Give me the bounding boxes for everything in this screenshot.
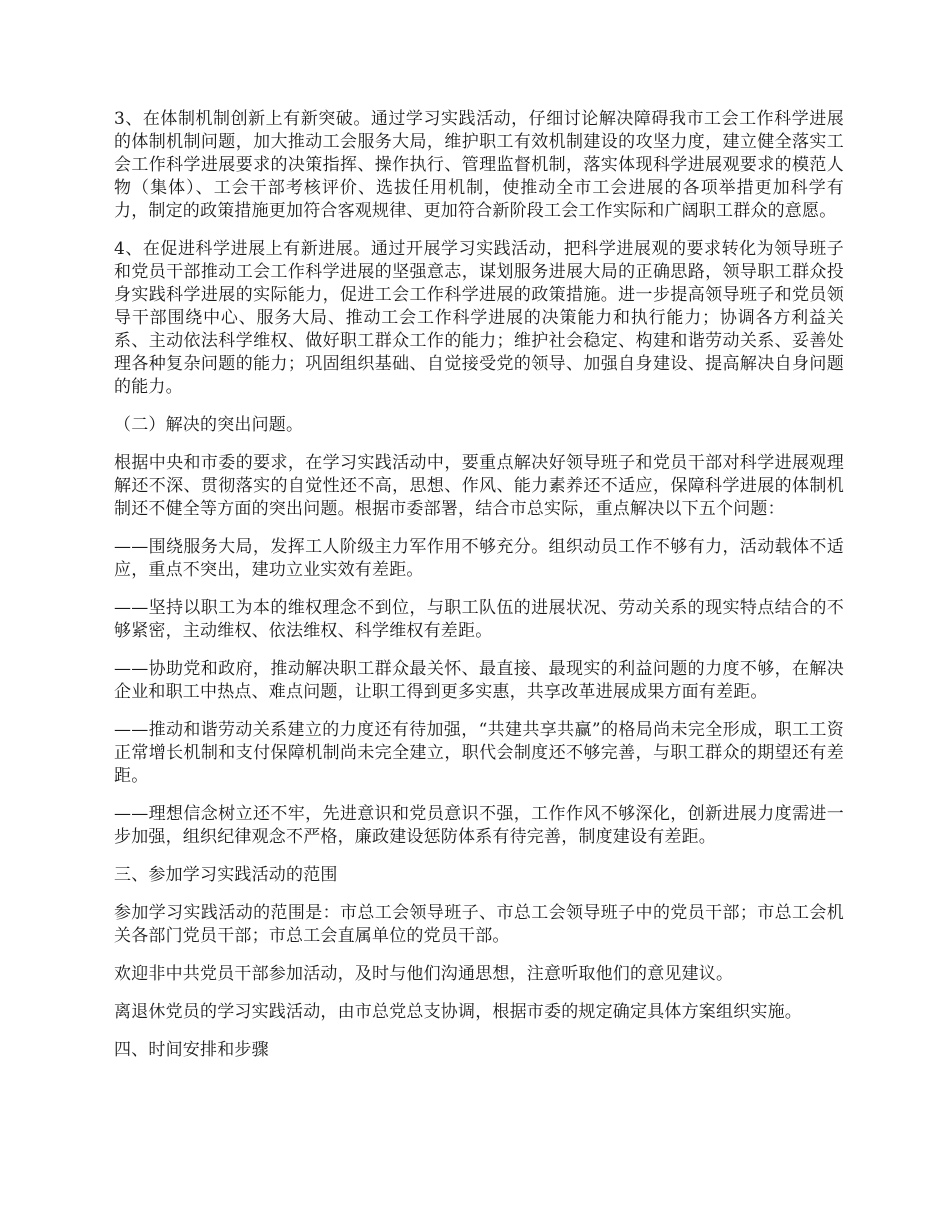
- problem-item-3: ——协助党和政府，推动解决职工群众最关怀、最直接、最现实的利益问题的力度不够，在解决企业和职工中热点、难点问题，让职工得到更多实惠，共享改革进展成果方面有差距。: [114, 659, 844, 702]
- document-page: [114, 108, 844, 1077]
- paragraph-scope: 参加学习实践活动的范围是：市总工会领导班子、市总工会领导班子中的党员干部；市总工会机关各部门党员干部；市总工会直属单位的党员干部。: [114, 903, 844, 946]
- paragraph-non-party-cadres: 欢迎非中共党员干部参加活动，及时与他们沟通思想，注意听取他们的意见建议。: [114, 964, 734, 984]
- section-heading-problems: （二）解决的突出问题。: [114, 415, 304, 435]
- paragraph-item-3-system-innovation: 3、在体制机制创新上有新突破。通过学习实践活动，仔细讨论解决障碍我市工会工作科学进展的体制机制问题，加大推动工会服务大局，维护职工有效机制建设的攻坚力度，建立健全落实工会工作科学进展要求的决策指挥、操作执行、管理监督机制，落实体现科学进展观要求的模范人物（集体）、工会干部考核评价、选拔任用机制，使推动全市工会进展的各项举措更加科学有力，制定的政策措施更加符合客观规律、更加符合新阶段工会工作实际和广阔职工群众的意愿。: [114, 109, 844, 221]
- section-heading-scope: 三、参加学习实践活动的范围: [114, 865, 338, 885]
- paragraph-problems-intro: 根据中央和市委的要求，在学习实践活动中，要重点解决好领导班子和党员干部对科学进展观理解还不深、贯彻落实的自觉性还不高，思想、作风、能力素养还不适应，保障科学进展的体制机制还不健全等方面的突出问题。根据市委部署，结合市总实际，重点解决以下五个问题：: [114, 453, 844, 519]
- problem-item-2: ——坚持以职工为本的维权理念不到位，与职工队伍的进展状况、劳动关系的现实特点结合的不够紧密，主动维权、依法维权、科学维权有差距。: [114, 598, 844, 641]
- paragraph-retired-members: 离退休党员的学习实践活动，由市总党总支协调，根据市委的规定确定具体方案组织实施。: [114, 1002, 802, 1022]
- problem-item-5: ——理想信念树立还不牢，先进意识和党员意识不强，工作作风不够深化，创新进展力度需进一步加强，组织纪律观念不严格，廉政建设惩防体系有待完善，制度建设有差距。: [114, 804, 844, 847]
- problem-item-1: ——围绕服务大局，发挥工人阶级主力军作用不够充分。组织动员工作不够有力，活动载体不适应，重点不突出，建功立业实效有差距。: [114, 537, 844, 580]
- section-heading-schedule: 四、时间安排和步骤: [114, 1040, 269, 1060]
- problem-item-4: ——推动和谐劳动关系建立的力度还有待加强，“共建共享共赢”的格局尚未完全形成，职工工资正常增长机制和支付保障机制尚未完全建立，职代会制度还不够完善，与职工群众的期望还有差距。: [114, 720, 844, 786]
- paragraph-item-4-scientific-progress: 4、在促进科学进展上有新进展。通过开展学习实践活动，把科学进展观的要求转化为领导班子和党员干部推动工会工作科学进展的坚强意志，谋划服务进展大局的正确思路，领导职工群众投身实践科学进展的实际能力，促进工会工作科学进展的政策措施。进一步提高领导班子和党员领导干部围绕中心、服务大局、推动工会工作科学进展的决策能力和执行能力；协调各方利益关系、主动依法科学维权、做好职工群众工作的能力；维护社会稳定、构建和谐劳动关系、妥善处理各种复杂问题的能力；巩固组织基础、自觉接受党的领导、加强自身建设、提高解决自身问题的能力。: [114, 239, 844, 397]
